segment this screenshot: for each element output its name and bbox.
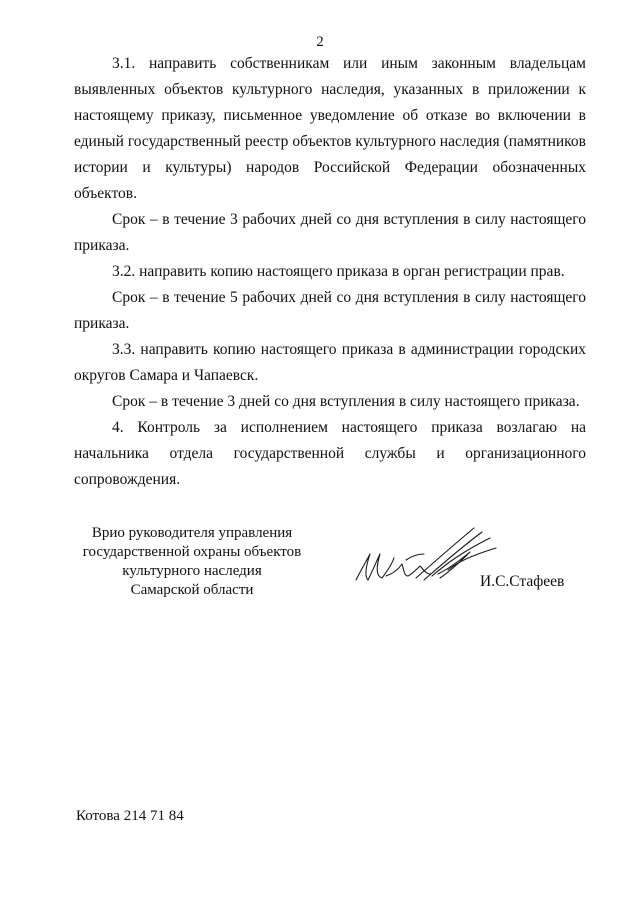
signatory-name: И.С.Стафеев (480, 573, 565, 590)
paragraph-deadline-3: Срок – в течение 3 дней со дня вступления в силу настоящего приказа. (112, 393, 580, 410)
paragraph-3-3: 3.3. направить копию настоящего приказа в администрации городских округов Самара и Чапаевск. (74, 341, 586, 384)
paragraph-deadline-1: Срок – в течение 3 рабочих дней со дня вступления в силу настоящего приказа. (74, 211, 586, 254)
paragraph-3-2: 3.2. направить копию настоящего приказа в орган регистрации прав. (112, 263, 565, 280)
signatory-position (62, 524, 322, 600)
signatory-position-line: государственной охраны объектов (82, 544, 302, 560)
page-number: 2 (316, 34, 324, 50)
signatory-position-line: культурного наследия (122, 563, 262, 579)
executor-contact: Котова 214 71 84 (76, 808, 184, 824)
paragraph-3-1: 3.1. направить собственникам или иным законным владельцам выявленных объектов культурного наследия, указанных в приложении к настоящему приказу, письменное уведомление об отказе во включении в единый государственный реестр объектов культурного наследия (памятников истории и культуры) народов Российской Федерации обозначенных объектов. (74, 55, 586, 202)
document-body (74, 51, 586, 493)
signatory-position-line: Самарской области (130, 582, 254, 598)
paragraph-deadline-2: Срок – в течение 5 рабочих дней со дня вступления в силу настоящего приказа. (74, 289, 586, 332)
paragraph-4: 4. Контроль за исполнением настоящего приказа возлагаю на начальника отдела государственной службы и организационного сопровождения. (74, 419, 586, 488)
signatory-position-line: Врио руководителя управления (91, 525, 293, 541)
